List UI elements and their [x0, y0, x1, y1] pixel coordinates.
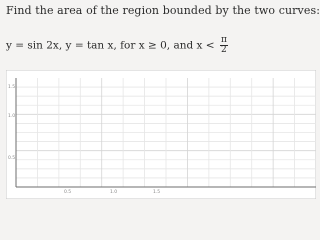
curve2-text: y = tan x, [65, 39, 117, 52]
question-prompt: Find the area of the region bounded by the two curves: [6, 4, 320, 17]
x-tick-label: 0.5 [64, 190, 72, 195]
graph-background [6, 70, 316, 199]
y-tick-label: 1.0 [8, 114, 16, 119]
x-tick-label: 1.5 [153, 190, 161, 195]
y-tick-label: 0.5 [8, 156, 16, 161]
pi-over-two-fraction [220, 36, 228, 55]
equation-line [6, 36, 228, 55]
fraction-numerator: π [220, 35, 227, 45]
blank-graph-grid [6, 70, 316, 199]
x-tick-label: 1.0 [110, 190, 118, 195]
condition-text: for x ≥ 0, and x < [120, 39, 215, 52]
fraction-denominator: 2 [221, 45, 227, 55]
y-tick-label: 1.5 [8, 85, 16, 90]
curve1-text: y = sin 2x, [6, 39, 63, 52]
